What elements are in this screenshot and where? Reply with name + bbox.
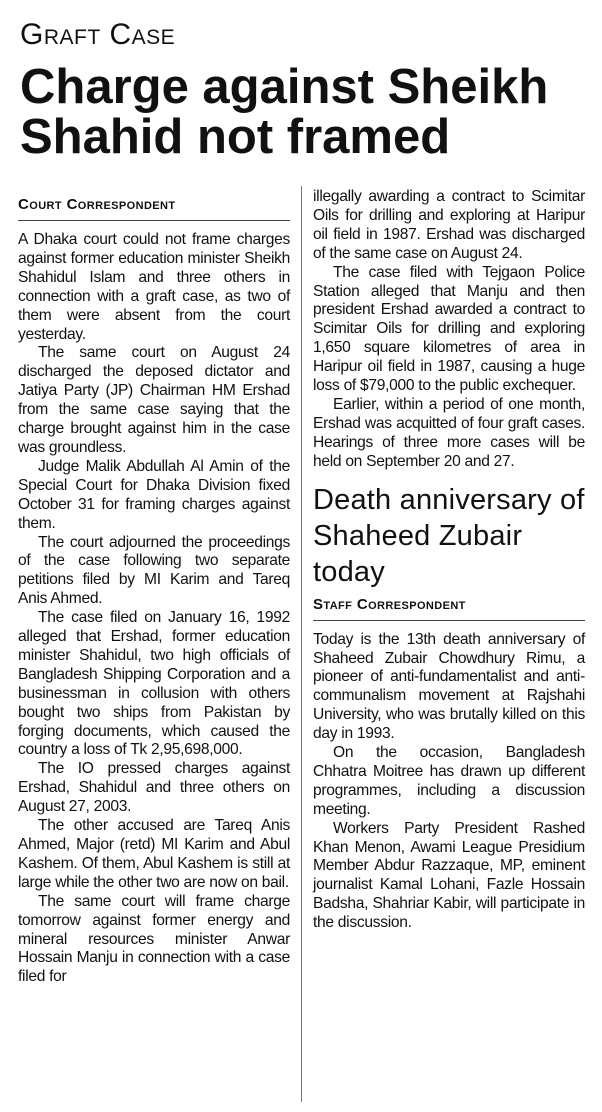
second-story-paragraph: Workers Party President Rashed Khan Menon, Awami League Presidium Member Abdur Razzaque, MP, eminent journalist Kamal Lohani, Fazle Hossain Badsha, Shahriar Kabir, will participate in the discussion. bbox=[313, 819, 585, 932]
second-story-paragraph: Today is the 13th death anniversary of Shaheed Zubair Chowdhury Rimu, a pioneer of anti-fundamentalist and anti-communalism movement at Rajshahi University, who was brutally killed on this day in 1993. bbox=[313, 630, 585, 743]
story-headline: Charge against Sheikh Shahid not framed bbox=[20, 60, 549, 164]
right-column bbox=[313, 188, 585, 933]
article-paragraph: Earlier, within a period of one month, Ershad was acquitted of four graft cases. Hearings of three more cases will be held on September 20 and 27. bbox=[313, 395, 585, 470]
story-byline: Court Correspondent bbox=[18, 196, 290, 221]
article-paragraph: The other accused are Tareq Anis Ahmed, Major (retd) MI Karim and Abul Kashem. Of them, Abul Kashem is still at large while the other two are now on bail. bbox=[18, 817, 290, 891]
second-story-paragraph: On the occasion, Bangladesh Chhatra Moitree has drawn up different programmes, including a discussion meeting. bbox=[313, 744, 585, 818]
column-divider bbox=[301, 186, 302, 1102]
left-column bbox=[18, 196, 290, 987]
article-paragraph-continued: illegally awarding a contract to Scimitar Oils for drilling and exploring at Haripur oil field in 1987. Ershad was discharged of the same case on August 24. bbox=[313, 188, 585, 262]
article-paragraph: The same court on August 24 discharged the deposed dictator and Jatiya Party (JP) Chairman HM Ershad from the same case saying that the charge brought against him in the case was groundless. bbox=[18, 344, 290, 456]
article-paragraph: A Dhaka court could not frame charges against former education minister Sheikh Shahidul Islam and three others in connection with a graft case, as two of them were absent from the court yesterday. bbox=[18, 231, 290, 343]
article-paragraph: The case filed with Tejgaon Police Station alleged that Manju and then president Ershad awarded a contract to Scimitar Oils for drilling and exploring 1,650 square kilometres of area in Haripur oil field in 1987, causing a huge loss of $79,000 to the public exchequer. bbox=[313, 263, 585, 395]
article-paragraph: The court adjourned the proceedings of the case following two separate petitions filed by MI Karim and Tareq Anis Ahmed. bbox=[18, 533, 290, 608]
article-paragraph: The case filed on January 16, 1992 alleged that Ershad, former education minister Shahidul, two high officials of Bangladesh Shipping Corporation and a businessman in collusion with others bought two ships from Pakistan by forging documents, which caused the country a loss of Tk 2,95,698,000. bbox=[18, 609, 290, 759]
article-paragraph: The same court will frame charge tomorrow against former energy and mineral resources minister Anwar Hossain Manju in connection with a case filed for bbox=[18, 892, 290, 986]
article-paragraph: Judge Malik Abdullah Al Amin of the Special Court for Dhaka Division fixed October 31 for framing charges against them. bbox=[18, 457, 290, 532]
second-story-headline: Death anniversary of Shaheed Zubair today bbox=[313, 483, 585, 588]
story-kicker: Graft Case bbox=[20, 18, 176, 51]
second-story-byline: Staff Correspondent bbox=[313, 596, 585, 621]
article-paragraph: The IO pressed charges against Ershad, Shahidul and three others on August 27, 2003. bbox=[18, 760, 290, 816]
